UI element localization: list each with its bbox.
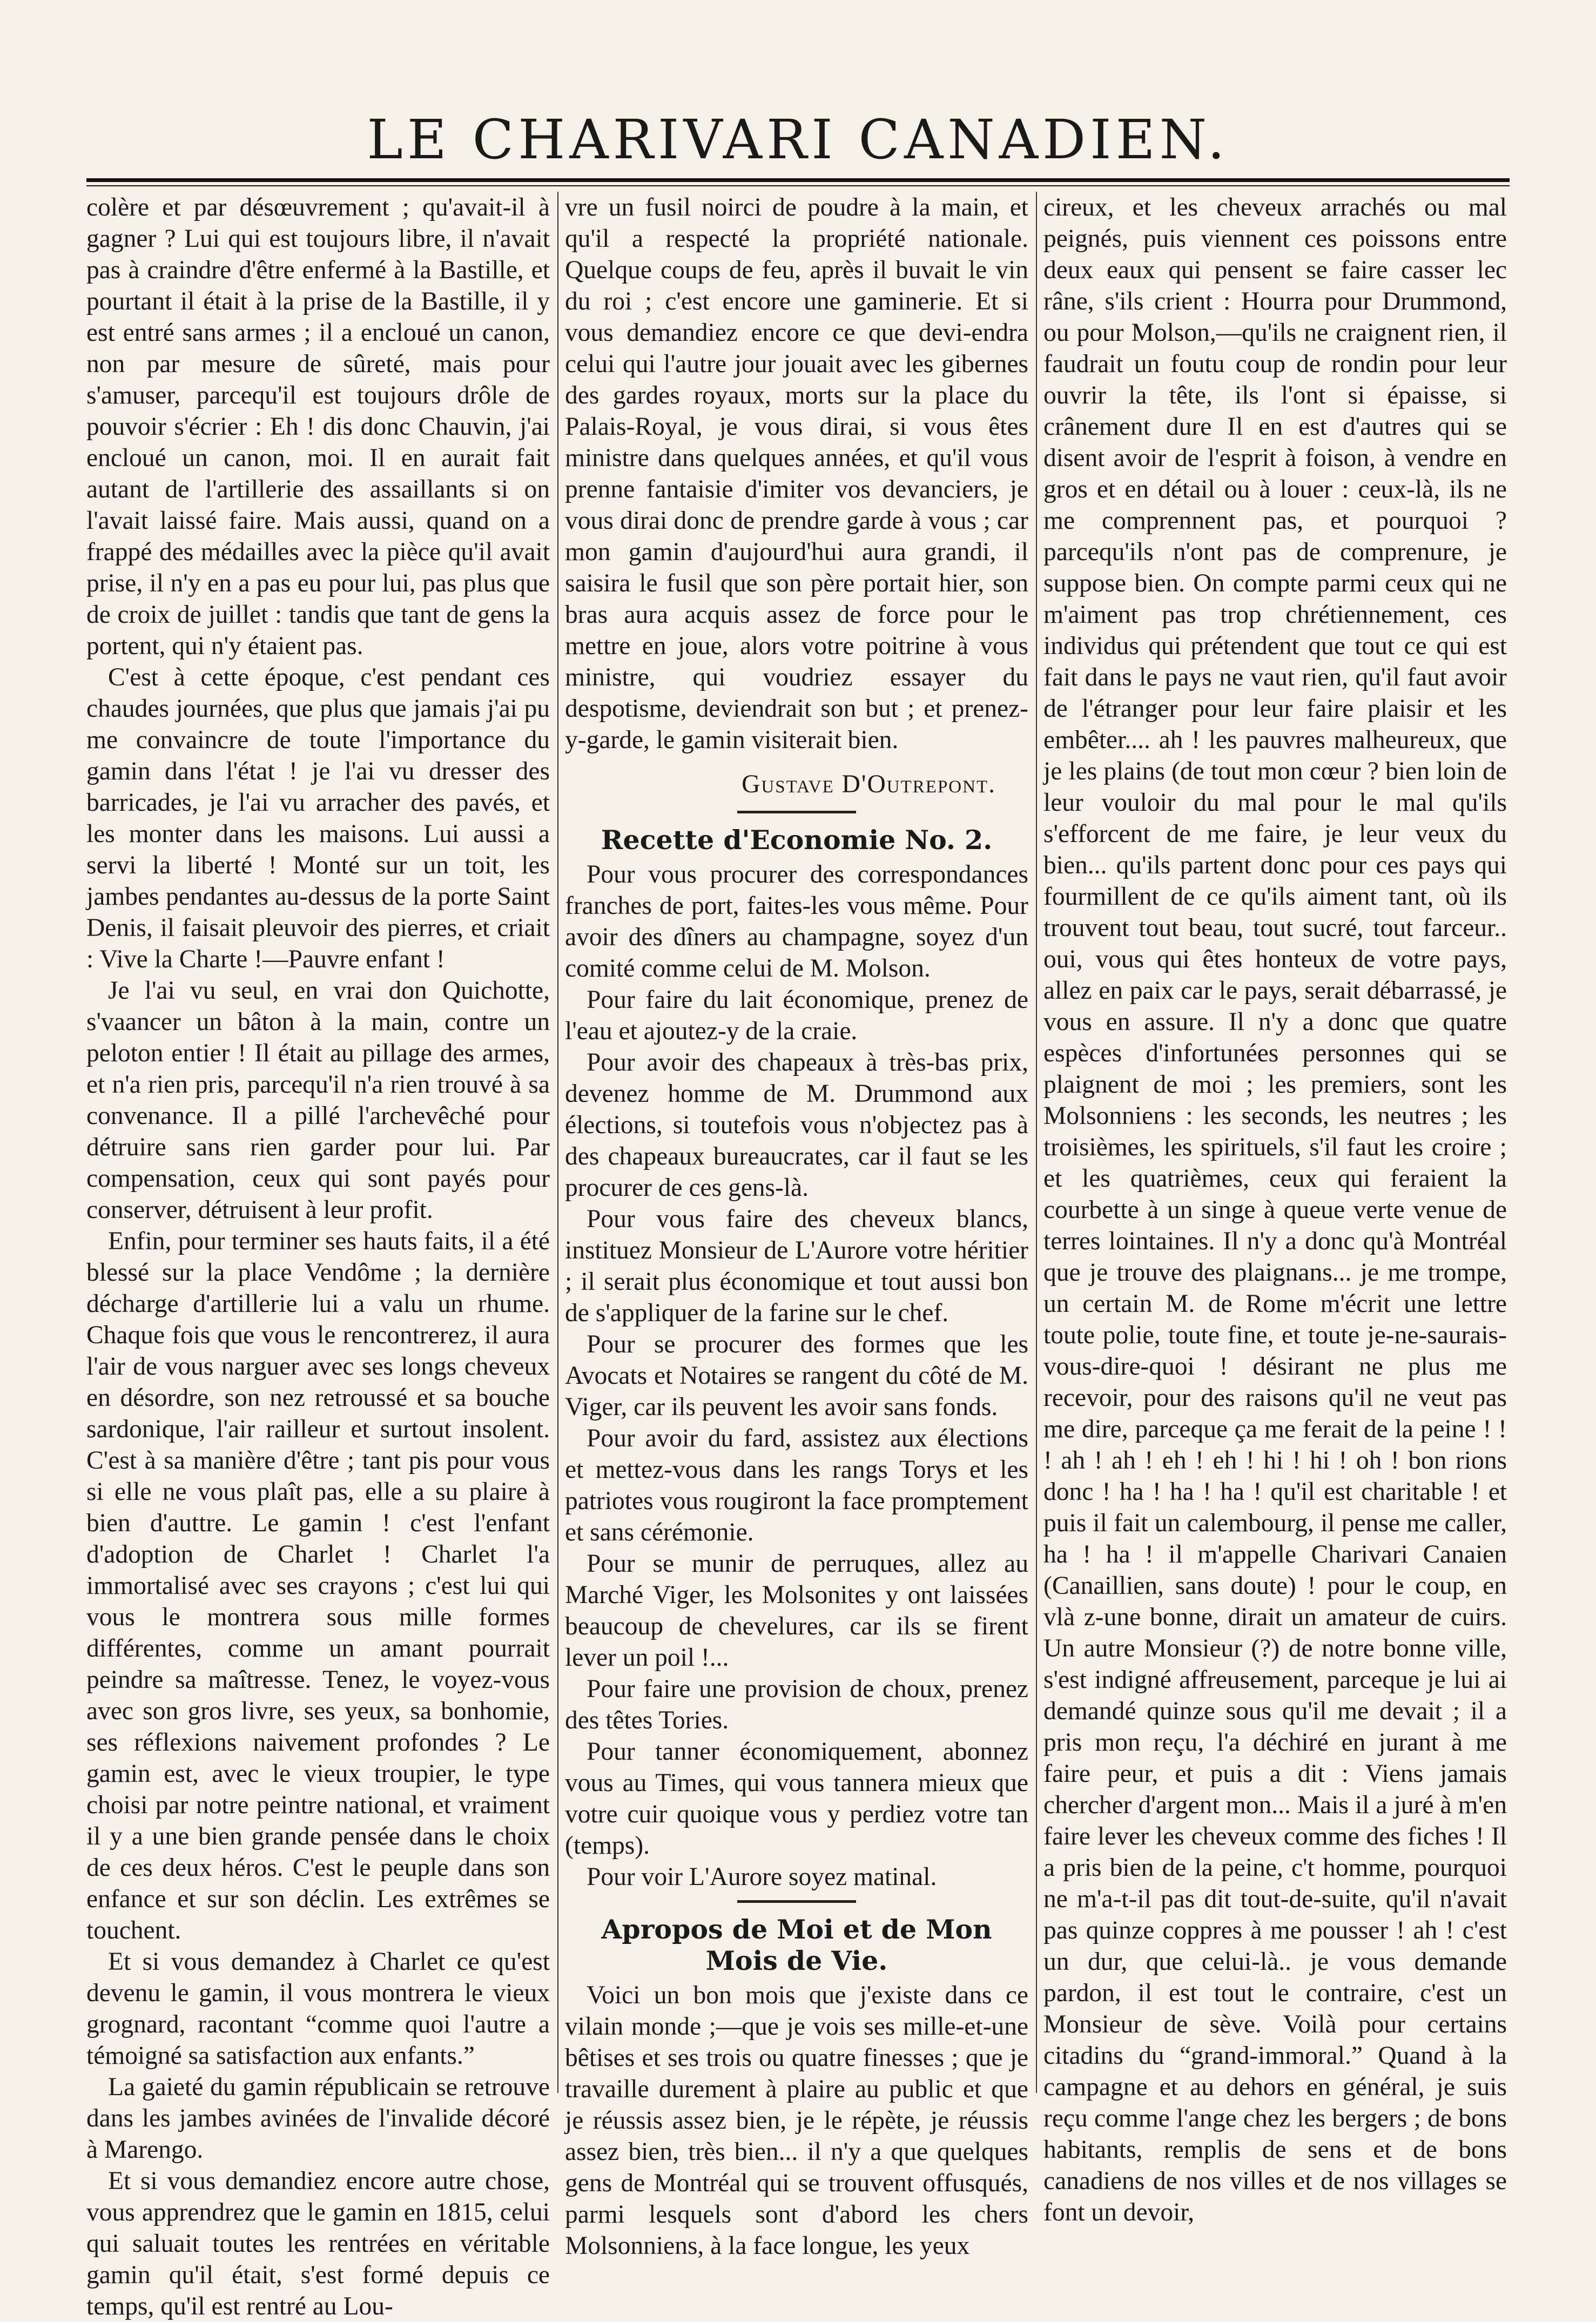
author-signature: Gustave D'Outrepont. <box>742 770 996 798</box>
section-title-apropos: Apropos de Moi et de Mon Mois de Vie. <box>601 1914 992 1976</box>
paragraph: Enfin, pour terminer ses hauts faits, il a été blessé sur la place Vendôme ; la dernière décharge d'artillerie lui a valu un rhume. Chaque fois que vous le rencontrerez, il aura l'air de vous narguer avec ses longs cheveux en désordre, son nez retroussé et sa bouche sardonique, l'air railleur et surtout insolent. C'est à sa manière d'être ; tant pis pour vous si elle ne vous plaît pas, elle a su plaire à bien d'auttre. Le gamin ! c'est l'enfant d'adoption de Charlet ! Charlet l'a immortalisé avec ses crayons ; c'est lui qui vous le montrera sous mille formes différentes, comme un amant pourrait peindre sa maîtresse. Tenez, le voyez-vous avec son gros livre, ses yeux, sa bonhomie, ses réflexions naivement profondes ? Le gamin est, avec le vieux troupier, le type choisi par notre peintre national, et vraiment il y a une bien grande pensée dans le choix de ces deux héros. C'est le peuple dans son enfance et sur son déclin. Les extrêmes se touchent. <box>86 1227 550 1944</box>
paragraph: vre un fusil noirci de poudre à la main, et qu'il a respecté la propriété nationale. Quelque coups de feu, après il buvait le vin du roi ; c'est encore une gaminerie. Et si vous demandiez encore ce que devi-endra celui qui l'autre jour jouait avec les gibernes des gardes royaux, morts sur la place du Palais-Royal, je vous dirai, si vous êtes ministre dans quelques années, et qu'il vous prenne fantaisie d'imiter vos devanciers, je vous dirai donc de prendre garde à vous ; car mon gamin d'aujourd'hui aura grandi, il saisira le fusil que son père portait hier, son bras aura acquis assez de force pour le mettre en joue, alors votre poitrine à vous ministre, qui voudriez essayer du despotisme, deviendrait son but ; et prenez-y-garde, le gamin visiterait bien. <box>565 193 1028 754</box>
paragraph: Pour vous faire des cheveux blancs, instituez Monsieur de L'Aurore votre héritier ; il serait plus économique et tout aussi bon de s'appliquer de la farine sur le chef. <box>565 1205 1028 1327</box>
paragraph: Pour avoir du fard, assistez aux élections et mettez-vous dans les rangs Torys et les patriotes vous rougiront la face promptement et sans cérémonie. <box>565 1424 1028 1546</box>
paragraph: colère et par désœuvrement ; qu'avait-il à gagner ? Lui qui est toujours libre, il n'avait pas à craindre d'être enfermé à la Bastille, et pourtant il était à la prise de la Bastille, il y est entré sans armes ; il a encloué un canon, non par mesure de sûreté, mais pour s'amuser, parcequ'il est toujours drôle de pouvoir s'écrier : Eh ! dis donc Chauvin, j'ai encloué un canon, moi. Il en aurait fait autant de l'artillerie des assaillants si on l'avait laissé faire. Mais aussi, quand on a frappé des médailles avec la pièce qu'il avait prise, il n'y en a pas eu pour lui, pas plus que de croix de juillet : tandis que tant de gens la portent, qui n'y étaient pas. <box>86 193 550 660</box>
column-divider <box>1036 192 1037 2093</box>
paragraph: Pour vous procurer des correspondances franches de port, faites-les vous même. Pour avoir des dîners au champagne, soyez d'un comité comme celui de M. Molson. <box>565 860 1028 982</box>
paragraph: Je l'ai vu seul, en vrai don Quichotte, s'vaancer un bâton à la main, contre un peloton entier ! Il était au pillage des armes, et n'a rien pris, parcequ'il n'a rien trouvé à sa convenance. Il a pillé l'archevêché pour détruire sans rien garder pour lui. Par compensation, ceux qui sont payés pour conserver, détruisent à leur profit. <box>86 977 550 1224</box>
paragraph: Pour voir L'Aurore soyez matinal. <box>587 1863 937 1891</box>
section-divider <box>737 811 856 813</box>
paragraph: Pour faire du lait économique, prenez de l'eau et ajoutez-y de la craie. <box>565 986 1028 1045</box>
paragraph: cireux, et les cheveux arrachés ou mal peignés, puis viennent ces poissons entre deux eaux qui pensent se faire casser lec râne, s'ils crient : Hourra pour Drummond, ou pour Molson,—qu'ils ne craignent rien, il faudrait un foutu coup de rondin pour leur ouvrir la tête, ils l'ont si épaisse, si crânement dure Il en est d'autres qui se disent avoir de l'esprit à foison, à vendre en gros et en détail ou à louer : ceux-là, ils ne me comprennent pas, et pourquoi ? parcequ'ils n'ont pas de comprenure, je suppose bien. On compte parmi ceux qui ne m'aiment pas trop chrétiennement, ces individus qui prétendent que tout ce qui est fait dans le pays ne vaut rien, qu'il faut avoir de l'étranger pour leur faire plaisir et les embêter.... ah ! les pauvres malheureux, que je les plains (de tout mon cœur ? bien loin de leur vouloir du mal pour le mal qu'ils s'efforcent de me faire, je leur veux du bien... qu'ils partent donc pour ces pays qui fourmillent de ce qu'ils aiment tant, où ils trouvent tout beau, tout sucré, tout farceur.. oui, vous qui êtes honteux de votre pays, allez en paix car le pays, serait débarrassé, je vous en assure. Il n'y a donc que quatre espèces d'infortunées personnes qui se plaignent de moi ; les premiers, sont les Molsonniens : les seconds, les neutres ; les troisièmes, les spirituels, s'il faut les croire ; et les quatrièmes, ceux qui feraient la courbette à un singe à queue verte venue de terres lointaines. Il n'y a donc qu'à Montréal que je trouve des plaignans... je me trompe, un certain M. de Rome m'écrit une lettre toute polie, toute fine, et toute je-ne-saurais-vous-dire-quoi ! désirant ne plus me recevoir, pour des raisons qu'il ne veut pas me dire, parceque ça me ferait de la peine ! ! ! ah ! ah ! eh ! eh ! hi ! hi ! oh ! bon rions donc ! ha ! ha ! ha ! qu'il est charitable ! et puis il fait un calembourg, il pense me caller, ha ! ha ! il m'appelle Charivari Canaien (Canaillien, sans doute) ! pour le coup, en vlà z-une bonne, dirait un amateur de cuirs. Un autre Monsieur (?) de notre bonne ville, s'est indigné affreusement, parceque je lui ai demandé quinze sous qu'il me devait ; il a pris mon reçu, l'a déchiré en jurant à me faire peur, et puis a dit : Viens jamais chercher d'argent mon... Mais il a juré à m'en faire lever les cheveux comme des fiches ! Il a pris bien de la peine, c't homme, pourquoi ne m'a-t-il pas dit tout-de-suite, qu'il n'avait pas quinze coppres à me pousser ! ah ! c'est un dur, que celui-là.. je vous demande pardon, il est tout le contraire, c'est un Monsieur de sève. Voilà pour certains citadins du “grand-immoral.” Quand à la campagne et au dehors en général, je suis reçu comme l'ange chez les bergers ; de bons habitants, remplis de sens et de bons canadiens de nos villes et de nos villages se font un devoir, <box>1043 193 1507 2226</box>
column-1 <box>86 192 550 2320</box>
paragraph: Pour se munir de perruques, allez au Marché Viger, les Molsonites y ont laissées beaucoup de chevelures, car ils se firent lever un poil !... <box>565 1550 1028 1672</box>
paragraph: Pour faire une provision de choux, prenez des têtes Tories. <box>565 1675 1028 1734</box>
paragraph: Pour tanner économiquement, abonnez vous au Times, qui vous tannera mieux que votre cuir quoique vous y perdiez votre tan (temps). <box>565 1738 1028 1860</box>
paragraph: La gaieté du gamin républicain se retrouve dans les jambes avinées de l'invalide décoré à Marengo. <box>86 2073 550 2164</box>
paragraph: Et si vous demandez à Charlet ce qu'est devenu le gamin, il vous montrera le vieux grognard, racontant “comme quoi l'autre a témoigné sa satisfaction aux enfants.” <box>86 1948 550 2070</box>
masthead-rule <box>86 178 1510 186</box>
paragraph: Pour avoir des chapeaux à très-bas prix, devenez homme de M. Drummond aux élections, si toutefois vous n'objectez pas à des chapeaux bureaucrates, car il faut se les procurer de ces gens-là. <box>565 1048 1028 1202</box>
section-divider <box>737 1900 856 1903</box>
article-columns <box>86 192 1507 2320</box>
masthead-title: LE CHARIVARI CANADIEN. <box>367 108 1229 171</box>
column-divider <box>557 192 558 2093</box>
paragraph: Et si vous demandiez encore autre chose, vous apprendrez que le gamin en 1815, celui qui saluait toutes les rentrées en véritable gamin qu'il était, s'est formé depuis ce temps, qu'il est rentré au Lou- <box>86 2167 550 2320</box>
paragraph: Pour se procurer des formes que les Avocats et Notaires se rangent du côté de M. Viger, car ils peuvent les avoir sans fonds. <box>565 1330 1028 1421</box>
column-2 <box>565 192 1028 2260</box>
paragraph: C'est à cette époque, c'est pendant ces chaudes journées, que plus que jamais j'ai pu me convaincre de toute l'importance du gamin dans l'état ! je l'ai vu dresser des barricades, je l'ai vu arracher des pavés, et les monter dans les maisons. Lui aussi a servi la liberté ! Monté sur un toit, les jambes pendantes au-dessus de la porte Saint Denis, il faisait pleuvoir des pierres, et criait : Vive la Charte !—Pauvre enfant ! <box>86 663 550 973</box>
paragraph: Voici un bon mois que j'existe dans ce vilain monde ;—que je vois ses mille-et-une bêtises et ses trois ou quatre finesses ; que je travaille durement à plaire au public et que je réussis assez bien, je le répète, je réussis assez bien, très bien... il n'y a que quelques gens de Montréal qui se trouvent offusqués, parmi lesquels sont d'abord les chers Molsonniens, à la face longue, les yeux <box>565 1981 1028 2260</box>
column-3 <box>1043 192 1507 2226</box>
section-title-recette: Recette d'Economie No. 2. <box>601 824 993 856</box>
